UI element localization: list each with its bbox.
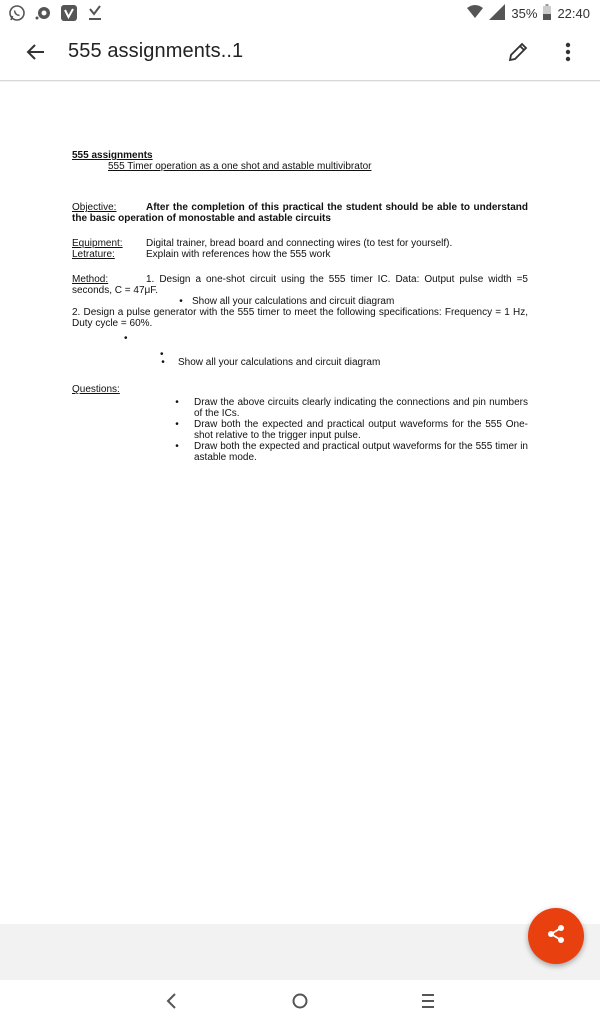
nav-back-button[interactable] [156,988,186,1018]
app-bar [0,26,600,81]
question-item: • Draw the above circuits clearly indicating the connections and pin numbers of the ICs. [175,397,528,419]
wifi-icon [467,5,483,22]
nav-back-icon [165,992,177,1015]
nav-recents-button[interactable] [413,988,443,1018]
question-item: • Draw both the expected and practical output waveforms for the 555 One-shot relative to the trigger input pulse. [175,419,528,441]
letrature-row [72,249,528,260]
notification-icon [34,4,52,22]
signal-icon [489,4,505,23]
nav-recents-icon [421,993,435,1014]
clock: 22:40 [557,6,590,21]
question-item: • Draw both the expected and practical output waveforms for the 555 timer in astable mode. [175,441,528,463]
battery-percent: 35% [511,6,538,21]
share-icon [546,924,566,949]
more-options-button[interactable] [552,38,584,70]
letrature-text: Explain with references how the 555 work [146,249,331,260]
download-icon [86,4,104,22]
method-bullet-2: • Show all your calculations and circuit diagram [161,357,381,368]
nav-home-icon [291,992,309,1015]
document-page[interactable] [0,82,600,924]
objective-label: Objective: [72,202,117,213]
equipment-label: Equipment: [72,238,123,249]
battery-icon [543,4,551,23]
empty-bullet-small: • [160,349,164,360]
question-text: Draw both the expected and practical output waveforms for the 555 timer in astable mode. [194,441,528,463]
question-text: Draw the above circuits clearly indicating the connections and pin numbers of the ICs. [194,397,528,419]
method-bullet-1: • Show all your calculations and circuit diagram [179,296,395,307]
document-content [72,150,528,463]
objective-text: After the completion of this practical the student should be able to understand the basic operation of monostable and astable circuits [72,202,528,224]
objective-paragraph [72,202,528,224]
share-button[interactable] [528,908,584,964]
more-vert-icon [565,42,571,67]
navigation-bar [0,980,600,1024]
questions-label: Questions: [72,384,120,395]
method-bullet-1-text: Show all your calculations and circuit diagram [192,296,395,307]
whatsapp-icon [8,4,26,22]
document-title: 555 assignments..1 [68,40,244,62]
vimeo-icon [60,4,78,22]
method-label: Method: [72,274,109,285]
equipment-row [72,238,528,249]
back-button[interactable] [20,38,52,70]
equipment-text: Digital trainer, bread board and connecting wires (to test for yourself). [146,238,453,249]
back-arrow-icon [26,42,46,67]
status-bar [0,0,600,26]
empty-bullet: • [124,333,128,344]
question-text: Draw both the expected and practical output waveforms for the 555 One-shot relative to the trigger input pulse. [194,419,528,441]
method-bullet-2-text: Show all your calculations and circuit diagram [178,357,381,368]
nav-home-button[interactable] [285,988,315,1018]
edit-button[interactable] [502,38,534,70]
letrature-label: Letrature: [72,249,115,260]
method-item-1 [72,274,528,296]
document-subtitle: 555 Timer operation as a one shot and astable multivibrator [108,161,372,172]
method-item-1-text: 1. Design a one-shot circuit using the 555 timer IC. Data: Output pulse width =5 seconds, C = 47μF. [72,274,528,296]
document-heading: 555 assignments [72,150,153,161]
pencil-icon [507,41,529,68]
questions-list [172,397,528,463]
method-item-2: 2. Design a pulse generator with the 555 timer to meet the following specifications: Frequency = 1 Hz, Duty cycle = 60%. [72,307,528,329]
